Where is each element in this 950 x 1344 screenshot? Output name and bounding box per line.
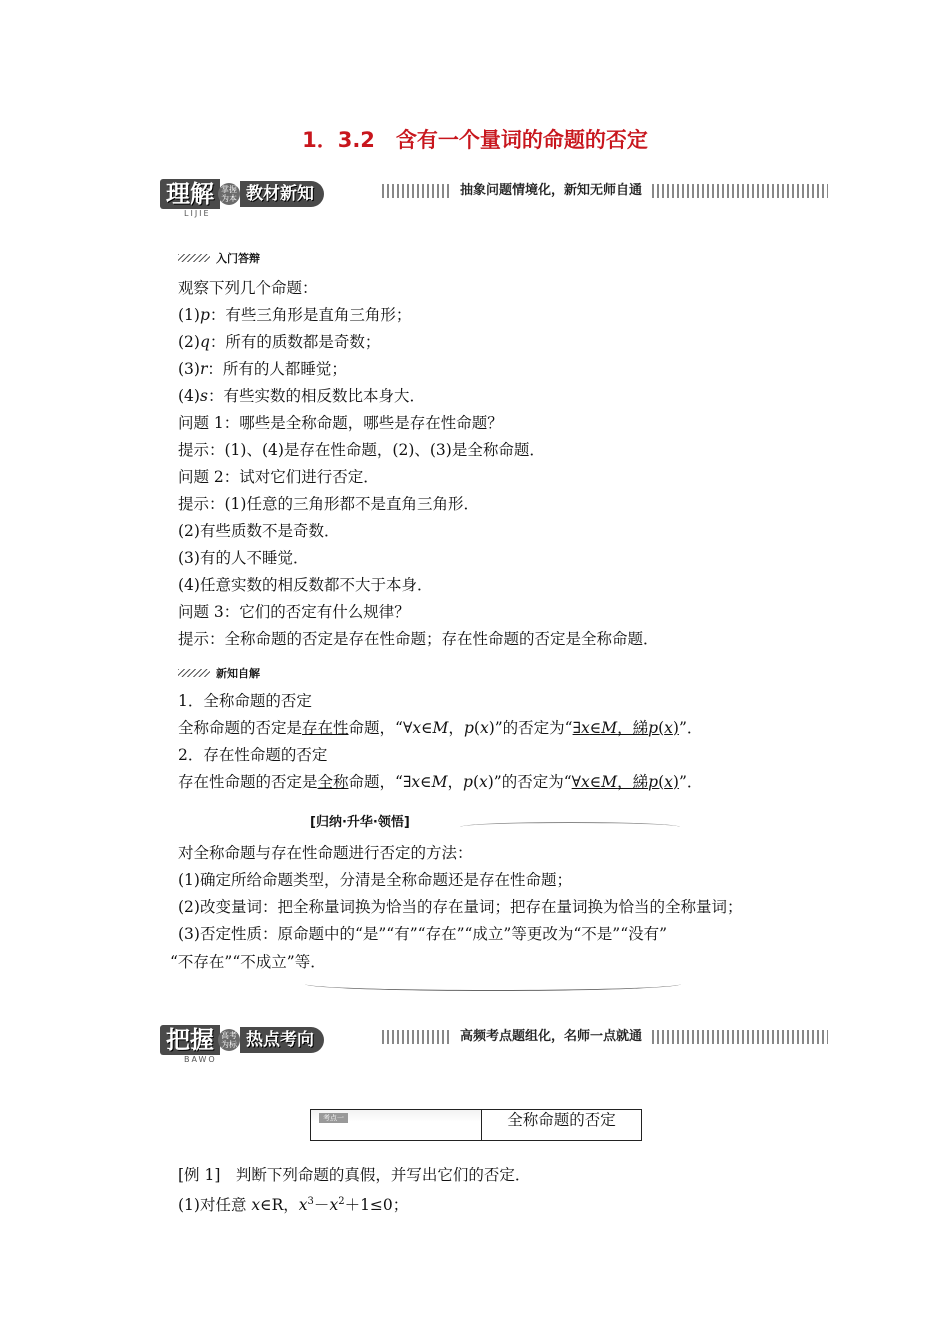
answer-2-2: (2)有些质数不是奇数． (178, 522, 340, 540)
key-point-tag: 考点一 (319, 1113, 348, 1123)
example-1-prompt: [例 1] 判断下列命题的真假，并写出它们的否定． (178, 1166, 531, 1184)
summary-rule (460, 822, 680, 827)
knowledge-1-heading: 1．全称命题的否定 (178, 692, 312, 710)
question-1: 问题 1：哪些是全称命题，哪些是存在性命题？ (178, 414, 503, 432)
proposition-3: (3)r：所有的人都睡觉； (178, 360, 347, 378)
summary-label: [归纳·升华·领悟] (310, 811, 416, 830)
hatch-decoration (178, 669, 210, 677)
summary-step-3b: “不存在”“不成立”等． (170, 953, 326, 971)
banner-badge (160, 178, 324, 210)
banner-slogan: 高频考点题组化，名师一点就通 (450, 1026, 652, 1048)
knowledge-1-body: 全称命题的否定是存在性命题，“∀x∈M，p(x)”的否定为“∃x∈M，綈p(x)”． (178, 719, 703, 737)
banner-slogan: 抽象问题情境化，新知无师自通 (450, 180, 652, 202)
badge-sub-text: 教材新知 (240, 181, 324, 207)
answer-3: 提示：全称命题的否定是存在性命题；存在性命题的否定是全称命题． (178, 630, 659, 648)
summary-step-1: (1)确定所给命题类型，分清是全称命题还是存在性命题； (178, 871, 572, 889)
summary-intro: 对全称命题与存在性命题进行否定的方法： (178, 844, 473, 862)
answer-1: 提示：(1)、(4)是存在性命题，(2)、(3)是全称命题． (178, 441, 545, 459)
proposition-2: (2)q：所有的质数都是奇数； (178, 333, 381, 351)
key-point-box (310, 1109, 642, 1141)
knowledge-2-heading: 2．存在性命题的否定 (178, 746, 328, 764)
knowledge-2-body: 存在性命题的否定是全称命题，“∃x∈M，p(x)”的否定为“∀x∈M，綈p(x)”． (178, 773, 703, 791)
question-2: 问题 2：试对它们进行否定． (178, 468, 379, 486)
example-1-item-1: (1)对任意 x∈R，$x^3-x^2+1\le 0$； (178, 1196, 409, 1215)
page-title: 1．3.2 含有一个量词的命题的否定 (302, 128, 648, 152)
summary-step-3a: (3)否定性质：原命题中的“是”“有”“存在”“成立”等更改为“不是”“没有” (178, 925, 668, 943)
subhead-rumen: 入门答辩 (178, 250, 260, 266)
badge-letters: BAWO (184, 1055, 217, 1064)
summary-end-rule (305, 984, 681, 991)
summary-step-2: (2)改变量词：把全称量词换为恰当的存在量词；把存在量词换为恰当的全称量词； (178, 898, 743, 916)
section-banner-lijie (160, 176, 828, 220)
key-point-tag-cell (311, 1110, 482, 1140)
answer-2-1: 提示：(1)任意的三角形都不是直角三角形． (178, 495, 479, 513)
section-banner-bawo (160, 1022, 828, 1066)
badge-sub-text: 热点考向 (240, 1027, 324, 1053)
question-3: 问题 3：它们的否定有什么规律？ (178, 603, 410, 621)
summary-header (310, 811, 680, 833)
answer-2-3: (3)有的人不睡觉． (178, 549, 309, 567)
hatch-decoration (178, 254, 210, 262)
badge-circle-text: 高考 为标 (218, 1029, 240, 1051)
subhead-xinzhi: 新知自解 (178, 665, 260, 681)
key-point-title: 全称命题的否定 (507, 1111, 616, 1129)
badge-main-text: 把握 (160, 1025, 220, 1055)
badge-main-text: 理解 (160, 179, 220, 209)
proposition-1: (1)p：有些三角形是直角三角形； (178, 306, 412, 324)
intro-line: 观察下列几个命题： (178, 279, 318, 297)
badge-circle-text: 掌握 为本 (218, 183, 240, 205)
proposition-4: (4)s：有些实数的相反数比本身大． (178, 387, 425, 405)
answer-2-4: (4)任意实数的相反数都不大于本身． (178, 576, 433, 594)
badge-letters: LIJIE (184, 209, 211, 218)
banner-badge (160, 1024, 324, 1056)
